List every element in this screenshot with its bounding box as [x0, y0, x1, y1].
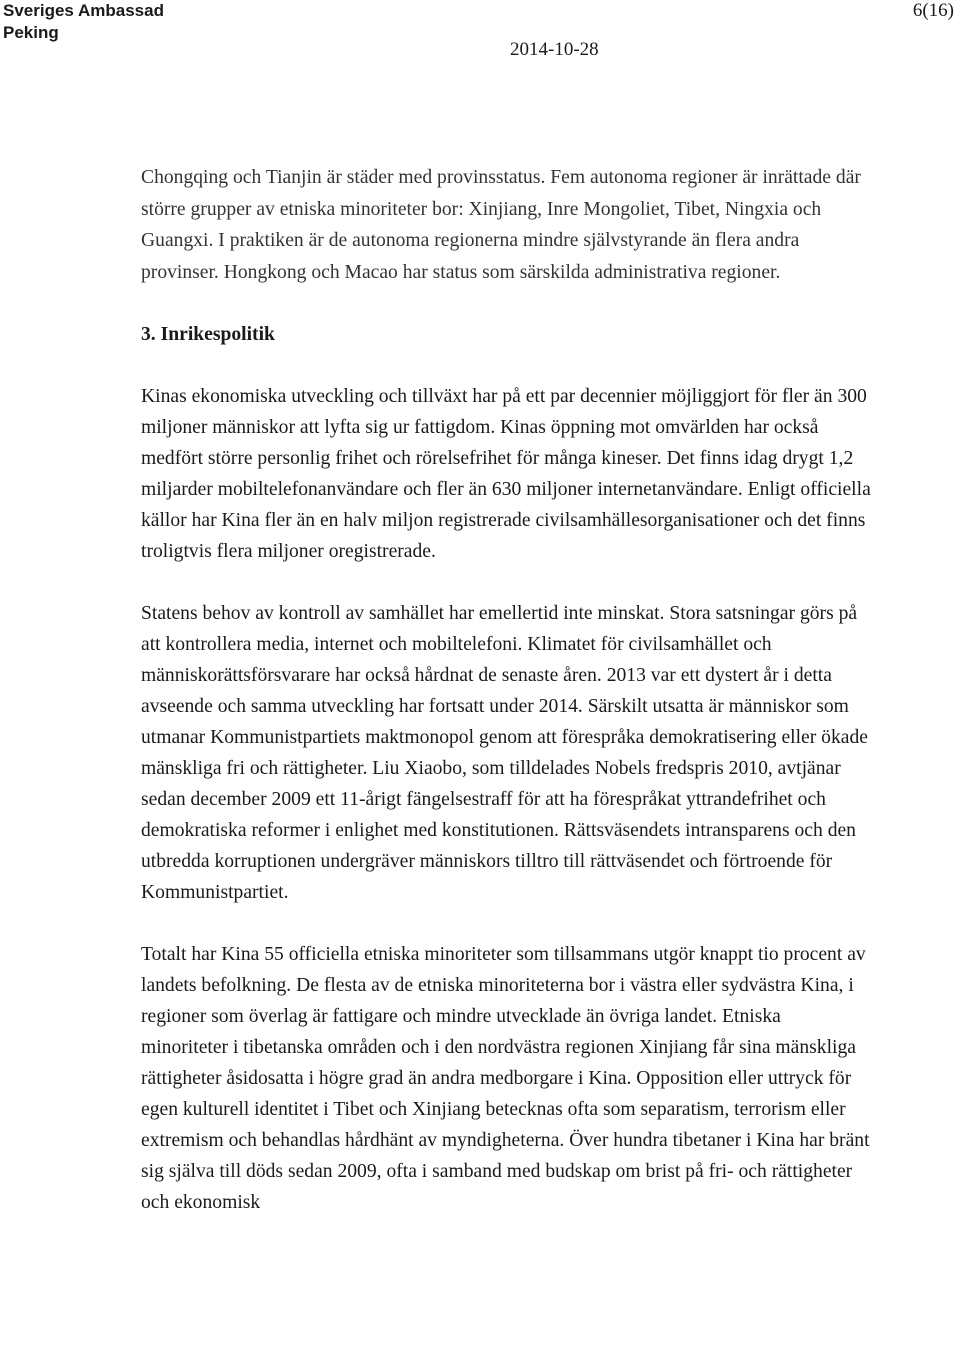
body-paragraph: Statens behov av kontroll av samhället har emellertid inte minskat. Stora satsningar görs på att kontrollera media, internet och mobiltelefoni. Klimatet för civilsamhället och människorättsförsvarare har också hårdnat de senaste åren. 2013 var ett dystert år i detta avseende och samma utveckling har fortsatt under 2014. Särskilt utsatta är människor som utmanar Kommunistpartiets maktmonopol genom att förespråka demokratisering eller ökade mänskliga fri och rättigheter. Liu Xiaobo, som tilldelades Nobels fredspris 2010, avtjänar sedan december 2009 ett 11-årigt fängelsestraff för att ha förespråkat yttrandefrihet och demokratiska reformer i enlighet med konstitutionen. Rättsväsendets intransparens och den utbredda korruptionen undergräver människors tilltro till rättväsendet och förtroende för Kommunistpartiet. — [141, 603, 868, 903]
embassy-name — [3, 0, 164, 44]
body-paragraph: Totalt har Kina 55 officiella etniska minoriteter som tillsammans utgör knappt tio procent av landets befolkning. De flesta av de etniska minoriteterna bor i västra eller sydvästra Kina, i regioner som överlag är fattigare och mindre utvecklade än övriga landet. Etniska minoriteter i tibetanska områden och i den nordvästra regionen Xinjiang får sina mänskliga rättigheter åsidosatta i högre grad än andra medborgare i Kina. Opposition eller uttryck för egen kulturell identitet i Tibet och Xinjiang betecknas ofta som separatism, terrorism eller extremism och behandlas hårdhänt av myndigheterna. Över hundra tibetaner i Kina har bränt sig själva till döds sedan 2009, ofta i samband med budskap om brist på fri- och rättigheter och ekonomisk — [141, 944, 870, 1213]
page-number: 6(16) — [912, 0, 954, 21]
intro-paragraph: Chongqing och Tianjin är städer med provinsstatus. Fem autonoma regioner är inrättade där större grupper av etniska minoriteter bor: Xinjiang, Inre Mongoliet, Tibet, Ningxia och Guangxi. I praktiken är de autonoma regionerna mindre självstyrande än flera andra provinser. Hongkong och Macao har status som särskilda administrativa regioner. — [141, 167, 861, 283]
document-body — [141, 162, 871, 1249]
embassy-name-line1: Sveriges Ambassad — [3, 1, 164, 20]
section-heading: 3. Inrikespolitik — [141, 324, 275, 345]
embassy-name-line2: Peking — [3, 23, 59, 42]
body-paragraph: Kinas ekonomiska utveckling och tillväxt har på ett par decennier möjliggjort för fler än 300 miljoner människor att lyfta sig ur fattigdom. Kinas öppning mot omvärlden har också medfört större personlig frihet och rörelsefrihet för många kineser. Det finns idag drygt 1,2 miljarder mobiltelefonanvändare och fler än 630 miljoner internetanvändare. Enligt officiella källor har Kina fler än en halv miljon registrerade civilsamhällesorganisationer och det finns troligtvis flera miljoner oregistrerade. — [141, 386, 871, 562]
document-date: 2014-10-28 — [510, 39, 599, 60]
